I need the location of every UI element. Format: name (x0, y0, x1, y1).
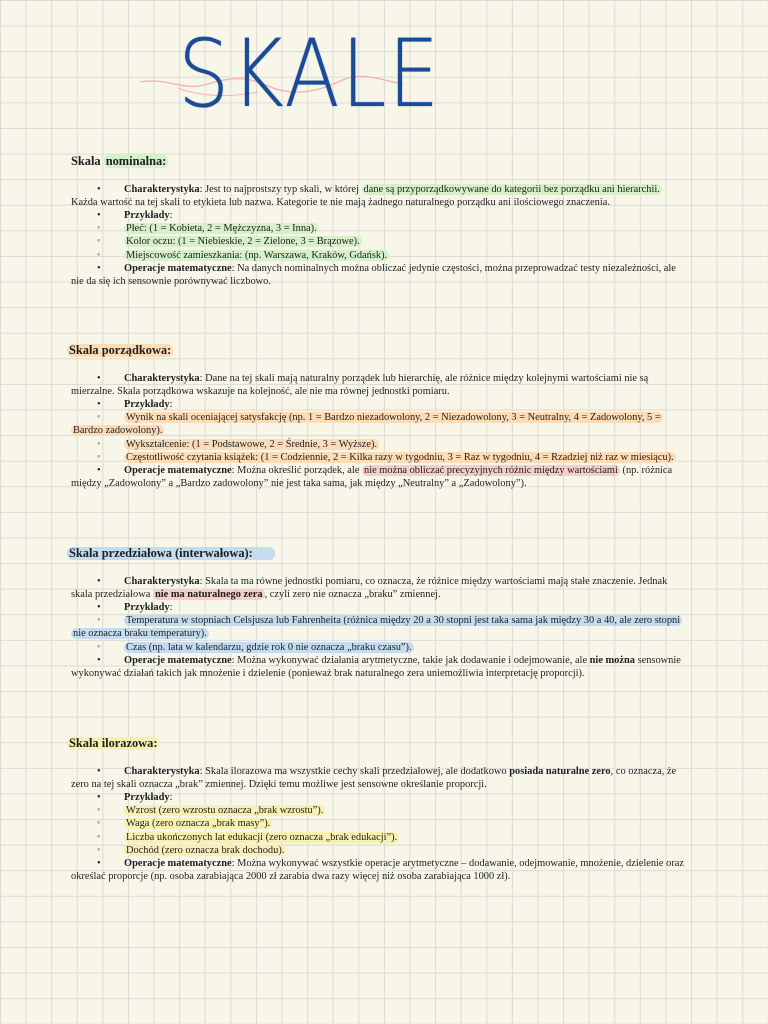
list-item (71, 575, 721, 588)
section-interval (71, 547, 721, 680)
list-item (71, 831, 721, 844)
item-continuation: zero na tej skali oznacza „brak” zmiennej. Dzięki temu możliwe jest sensowne określanie proporcji. (71, 779, 487, 791)
list-item: • Przykłady: (97, 602, 173, 614)
bullet-list (71, 765, 721, 883)
list-item (71, 249, 721, 262)
bullet-list (71, 183, 721, 288)
item-continuation (71, 627, 721, 640)
circle-bullet-icon: ◦ (97, 804, 101, 815)
item-text: : Na danych nominalnych można obliczać jedynie częstości, można przeprowadzać testy niezależności, ale (231, 262, 676, 274)
item-text: , co oznacza, że (610, 766, 677, 778)
item-continuation: Każda wartość na tej skali to etykieta lub nazwa. Kategorie te nie mają żadnego naturalnego porządku ani ilościowego znaczenia. (71, 197, 610, 209)
list-item (71, 614, 721, 627)
circle-bullet-icon: ◦ (97, 235, 101, 246)
section-heading: Skala ilorazowa: (69, 736, 158, 750)
bullet-icon: • (97, 373, 101, 385)
list-item (71, 222, 721, 235)
item-label: Charakterystyka (124, 766, 200, 778)
circle-bullet-icon: ◦ (97, 248, 101, 259)
list-item (71, 844, 721, 857)
item-highlight: Kolor oczu: (1 = Niebieskie, 2 = Zielone, 3 = Brązowe). (126, 236, 360, 248)
item-text: : Jest to najprostszy typ skali, w której (199, 184, 362, 196)
item-label: Charakterystyka (124, 576, 200, 588)
bullet-list (71, 575, 721, 680)
item-highlight: Wzrost (zero wzrostu oznacza „brak wzrostu”). (126, 805, 324, 817)
bullet-icon: • (97, 399, 101, 411)
item-text: (np. różnica (619, 464, 673, 476)
bullet-icon: • (97, 262, 101, 274)
bullet-icon: • (97, 654, 101, 666)
bullet-icon: • (97, 576, 101, 588)
page-title: SKALE (178, 20, 441, 129)
list-item (71, 654, 721, 667)
item-text: : Dane na tej skali mają naturalny porządek lub hierarchię, ale różnice między kolejnymi wartościami nie są (199, 373, 649, 385)
list-item (71, 372, 721, 385)
list-item (71, 235, 721, 248)
item-continuation: mierzalne. Skala porządkowa wskazuje na kolejność, ale nie ma równej jednostki pomiaru. (71, 386, 450, 398)
list-item (71, 183, 721, 196)
section-ordinal (71, 344, 721, 490)
circle-bullet-icon: ◦ (97, 614, 101, 625)
circle-bullet-icon: ◦ (97, 843, 101, 854)
item-highlight: Wykształcenie: (1 = Podstawowe, 2 = Średnie, 3 = Wyższe). (126, 438, 378, 450)
item-highlight: Bardzo zadowolony). (73, 425, 163, 437)
list-item (71, 641, 721, 654)
item-text: : Można wykonywać wszystkie operacje arytmetyczne – dodawanie, odejmowanie, mnożenie, dzielenie oraz (231, 857, 684, 869)
item-text: , czyli zero nie oznacza „braku” zmiennej. (264, 589, 441, 601)
title-block (138, 20, 441, 129)
item-highlight: Płeć: (1 = Kobieta, 2 = Mężczyzna, 3 = Inna). (126, 223, 317, 235)
list-item (71, 804, 721, 817)
item-emphasis: posiada naturalne zero (509, 766, 611, 778)
bullet-icon: • (97, 792, 101, 804)
circle-bullet-icon: ◦ (97, 830, 101, 841)
item-highlight: Waga (zero oznacza „brak masy”). (126, 818, 271, 830)
list-item (71, 262, 721, 275)
section-heading: Skala porządkowa: (69, 343, 172, 357)
section-nominal (71, 154, 721, 288)
item-highlight: Temperatura w stopniach Celsjusza lub Fahrenheita (różnica między 20 a 30 stopni jest taka sama jak między 30 a 40, ale zero stopni (126, 615, 681, 627)
item-continuation: między „Zadowolony” a „Bardzo zadowolony” nie jest taka sama, jak między „Neutralny” a „Zadowolony”). (71, 477, 527, 489)
item-highlight: nie oznacza braku temperatury). (73, 628, 207, 640)
item-continuation: nie da się ich sensownie porównywać liczbowo. (71, 275, 271, 287)
section-heading: Skala przedziałowa (interwałowa): (67, 547, 275, 560)
item-label: Przykłady (124, 399, 170, 411)
item-highlight: Miejscowość zamieszkania: (np. Warszawa, Kraków, Gdańsk). (126, 249, 388, 261)
list-item (71, 411, 721, 424)
heading-highlight: nominalna: (105, 154, 167, 168)
item-highlight: Dochód (zero oznacza brak dochodu). (126, 844, 285, 856)
circle-bullet-icon: ◦ (97, 450, 101, 461)
item-continuation (71, 424, 721, 437)
heading-text: Skala (71, 154, 104, 168)
item-continuation: wykonywać działań takich jak mnożenie i dzielenie (ponieważ brak naturalnego zera uniemożliwia interpretację proporcji). (71, 667, 585, 679)
item-label: Charakterystyka (124, 373, 200, 385)
bullet-icon: • (97, 464, 101, 476)
item-emphasis: nie można (589, 654, 635, 666)
item-label: Charakterystyka (124, 184, 200, 196)
list-item: • Przykłady: (97, 210, 173, 222)
item-highlight: Czas (np. lata w kalendarzu, gdzie rok 0 nie oznacza „braku czasu”). (126, 641, 412, 653)
item-highlight: Częstotliwość czytania książek: (1 = Codziennie, 2 = Kilka razy w tygodniu, 3 = Raz w tygodniu, 4 = Rzadziej niż raz w miesiącu). (126, 451, 674, 463)
item-highlight: nie można obliczać precyzyjnych różnic między wartościami (364, 464, 618, 476)
item-highlight: Wynik na skali oceniającej satysfakcję (np. 1 = Bardzo niezadowolony, 2 = Niezadowolony, 3 = Neutralny, 4 = Zadowolony, 5 = (126, 412, 661, 424)
list-item: • Przykłady: (97, 399, 173, 411)
circle-bullet-icon: ◦ (97, 411, 101, 422)
item-text: : Skala ilorazowa ma wszystkie cechy skali przedziałowej, ale dodatkowo (199, 766, 510, 778)
section-heading (67, 154, 176, 169)
bullet-icon: • (97, 184, 101, 196)
bullet-list (71, 372, 721, 490)
item-continuation: określać proporcje (np. osoba zarabiająca 2000 zł zarabia dwa razy więcej niż osoba zarabiająca 1000 zł). (71, 870, 511, 882)
item-highlight: Liczba ukończonych lat edukacji (zero oznacza „brak edukacji”). (126, 831, 398, 843)
list-item (71, 765, 721, 778)
circle-bullet-icon: ◦ (97, 222, 101, 233)
circle-bullet-icon: ◦ (97, 640, 101, 651)
bullet-icon: • (97, 602, 101, 614)
item-label: Operacje matematyczne (124, 857, 232, 869)
bullet-icon: • (97, 766, 101, 778)
item-text: sensownie (634, 654, 681, 666)
section-ratio (71, 737, 721, 883)
item-text: : Skala ta ma równe jednostki pomiaru, co oznacza, że różnice między wartościami mają stałe znaczenie. Jednak (199, 576, 668, 588)
item-text: : Można określić porządek, ale (231, 464, 363, 476)
bullet-icon: • (97, 210, 101, 222)
item-highlight: nie ma naturalnego zera (154, 589, 263, 601)
list-item (71, 817, 721, 830)
item-text: : Można wykonywać działania arytmetyczne, takie jak dodawanie i odejmowanie, ale (231, 654, 590, 666)
item-label: Operacje matematyczne (124, 262, 232, 274)
list-item (71, 451, 721, 464)
bullet-icon: • (97, 857, 101, 869)
item-text: skala przedziałowa (71, 589, 153, 601)
item-label: Operacje matematyczne (124, 464, 232, 476)
item-label: Przykłady (124, 210, 170, 222)
list-item (71, 857, 721, 870)
list-item: • Przykłady: (97, 792, 173, 804)
item-label: Przykłady (124, 792, 170, 804)
list-item (71, 438, 721, 451)
circle-bullet-icon: ◦ (97, 437, 101, 448)
item-label: Przykłady (124, 602, 170, 614)
item-label: Operacje matematyczne (124, 654, 232, 666)
circle-bullet-icon: ◦ (97, 817, 101, 828)
item-highlight: dane są przyporządkowywane do kategorii bez porządku ani hierarchii. (363, 184, 660, 196)
list-item (71, 464, 721, 477)
item-continuation (71, 588, 721, 601)
